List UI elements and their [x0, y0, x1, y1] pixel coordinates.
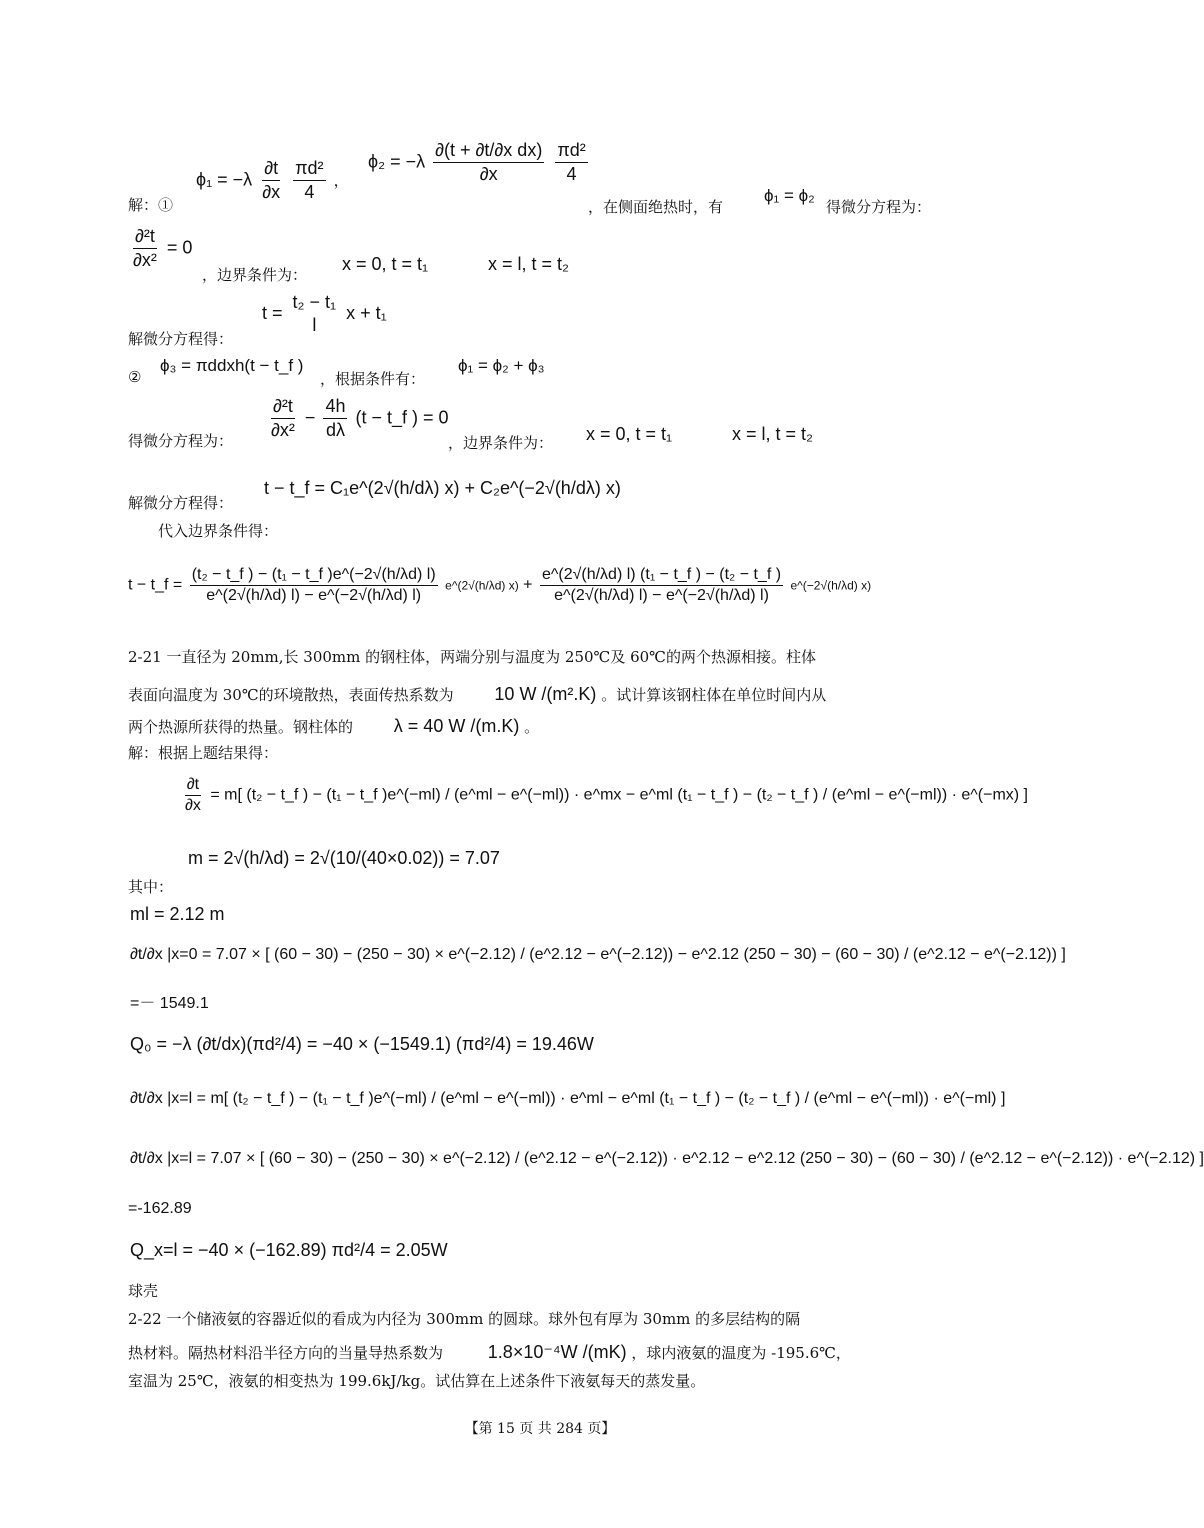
- phi2-frac2-num: πd²: [555, 140, 587, 163]
- ode-minus: −: [304, 407, 316, 428]
- phi2-lhs: ϕ₂ = −λ: [368, 151, 426, 172]
- phi1-frac1-num: ∂t: [262, 158, 280, 181]
- dtdx-rhs: = m[ (t₂ − t_f ) − (t₁ − t_f )e^(−ml) / (e^ml − e^(−ml)) · e^mx − e^ml (t₁ − t_f ) − (t₂ − t_f ) / (e^ml − e^(−ml)) · e^(−mx) ]: [210, 786, 1028, 804]
- phi-equality: ϕ₁ = ϕ₂: [764, 186, 815, 205]
- full-solution: [128, 566, 871, 605]
- boundary-1: x = 0, t = t₁: [342, 254, 429, 274]
- t-frac-den: l: [312, 315, 317, 335]
- problem-2-22-line2: [128, 1342, 851, 1364]
- ode-frac2-num: 4h: [323, 396, 347, 419]
- p221-line2-a: 表面向温度为 30℃的环境散热，表面传热系数为: [128, 686, 454, 704]
- full-frac2-den: e^(2√(h/λd) l) − e^(−2√(h/λd) l): [554, 587, 769, 604]
- comma: ，: [333, 172, 349, 190]
- ode-frac1-num: ∂²t: [271, 396, 295, 419]
- full-exp1: e^(2√(h/λd) x): [445, 578, 519, 593]
- ode-equation: [266, 396, 449, 441]
- full-plus: +: [523, 576, 533, 594]
- dtdx-lhs-num: ∂t: [185, 776, 201, 796]
- phi1-frac1-den: ∂x: [262, 182, 281, 202]
- problem-2-21-line3: [128, 716, 539, 738]
- full-frac1-den: e^(2√(h/λd) l) − e^(−2√(h/λd) l): [206, 587, 422, 604]
- boundary-label: ，边界条件为：: [202, 266, 308, 284]
- boundary-4: x = l, t = t₂: [732, 424, 814, 444]
- p221-solution-intro: 解：根据上题结果得：: [128, 744, 279, 762]
- full-frac1-num: (t₂ − t_f ) − (t₁ − t_f )e^(−2√(h/λd) l): [190, 566, 438, 586]
- where-label: 其中：: [128, 878, 174, 896]
- eq-zero: = 0: [166, 237, 193, 258]
- phi1-equation: [196, 158, 349, 203]
- phi2-frac-den: ∂x: [479, 164, 498, 184]
- dtdx-general: [180, 776, 1028, 815]
- full-exp2: e^(−2√(h/λd) x): [790, 578, 872, 593]
- ode-tail: (t − t_f ) = 0: [355, 407, 449, 428]
- ml-value: ml = 2.12 m: [130, 904, 225, 924]
- p221-line3-b: 。: [524, 718, 540, 736]
- problem-2-22-line1: 2-22 一个储液氨的容器近似的看成为内径为 300mm 的圆球。球外包有厚为 30mm 的多层结构的隔: [128, 1310, 801, 1328]
- dtdx-at-l-numeric: ∂t/∂x |x=l = 7.07 × [ (60 − 30) − (250 − 30) × e^(−2.12) / (e^2.12 − e^(−2.12)) · e^2.12 − e^2.12 (250 − 30) − (60 − 30) / (e^2.12 − e^(−2.12)) · e^(−2.12) ]: [130, 1150, 1204, 1167]
- solution-label-1: 解：①: [128, 196, 174, 214]
- boundary-3: x = 0, t = t₁: [586, 424, 673, 444]
- p222-line2-a: 热材料。隔热材料沿半径方向的当量导热系数为: [128, 1344, 444, 1362]
- phi1-lhs: ϕ₁ = −λ: [196, 169, 253, 190]
- full-frac2-num: e^(2√(h/λd) l) (t₁ − t_f ) − (t₂ − t_f ): [540, 566, 783, 586]
- phi1-frac2-den: 4: [304, 182, 315, 202]
- boundary-2: x = l, t = t₂: [488, 254, 570, 274]
- dtdx-lhs-den: ∂x: [185, 797, 201, 814]
- boundary-label-2: ，边界条件为：: [448, 434, 554, 452]
- solve-label-1: 解微分方程得：: [128, 330, 234, 348]
- phi2-frac-num: ∂(t + ∂t/∂x dx): [433, 140, 544, 163]
- by-condition-text: ，根据条件有：: [320, 370, 426, 388]
- substitute-label: 代入边界条件得：: [158, 522, 279, 540]
- full-lhs: t − t_f =: [128, 576, 183, 594]
- diff-eq-label-2: 得微分方程为：: [128, 432, 234, 450]
- ql-result: Q_x=l = −40 × (−162.89) πd²/4 = 2.05W: [130, 1240, 448, 1260]
- problem-2-21-line1: 2-21 一直径为 20mm,长 300mm 的钢柱体，两端分别与温度为 250℃及 60℃的两个热源相接。柱体: [128, 648, 816, 666]
- p221-lambda: λ = 40 W /(m.K): [393, 716, 520, 736]
- side-insulated-text: ，在侧面绝热时，有: [588, 198, 724, 216]
- t-frac-num: t₂ − t₁: [292, 292, 337, 312]
- d2t-den: ∂x²: [133, 250, 157, 270]
- phi3-equation: ϕ₃ = πddxh(t − t_f ): [160, 356, 304, 375]
- solve-label-2: 解微分方程得：: [128, 494, 234, 512]
- phi123-equation: ϕ₁ = ϕ₂ + ϕ₃: [458, 356, 545, 375]
- t-tail: x + t₁: [346, 302, 387, 323]
- general-solution: t − t_f = C₁e^(2√(h/dλ) x) + C₂e^(−2√(h/dλ) x): [264, 478, 621, 498]
- dtdx-at-l-value: =-162.89: [128, 1200, 192, 1217]
- diff-eq-label: 得微分方程为：: [826, 198, 932, 216]
- dtdx-at-0-value: =－ 1549.1: [130, 995, 209, 1012]
- d2t-num: ∂²t: [133, 226, 157, 249]
- ode-frac2-den: dλ: [325, 420, 345, 440]
- p221-line3-a: 两个热源所获得的热量。钢柱体的: [128, 718, 354, 736]
- problem-2-22-line3: 室温为 25℃，液氨的相变热为 199.6kJ/kg。试估算在上述条件下液氨每天的蒸发量。: [128, 1372, 706, 1390]
- q0-result: Q₀ = −λ (∂t/dx)(πd²/4) = −40 × (−1549.1) (πd²/4) = 19.46W: [130, 1034, 594, 1054]
- phi2-equation: [368, 140, 591, 185]
- problem-2-21-line2: [128, 684, 826, 706]
- page-footer: 【第 15 页 共 284 页】: [464, 1421, 616, 1437]
- ode-frac1-den: ∂x²: [271, 420, 295, 440]
- m-formula: m = 2√(h/λd) = 2√(10/(40×0.02)) = 7.07: [188, 848, 500, 868]
- p222-line2-b: ，球内液氨的温度为 -195.6℃，: [631, 1344, 851, 1362]
- p221-heat-coeff: 10 W /(m².K): [494, 684, 597, 704]
- p222-conductivity: 1.8×10⁻⁴W /(mK): [487, 1342, 627, 1362]
- solution-label-2: ②: [128, 368, 142, 386]
- t-solution: [262, 292, 387, 336]
- p221-line2-b: 。试计算该钢柱体在单位时间内从: [601, 686, 827, 704]
- second-derivative-eq: [128, 226, 192, 271]
- shell-label: 球壳: [128, 1282, 159, 1300]
- dtdx-at-0: ∂t/∂x |x=0 = 7.07 × [ (60 − 30) − (250 − 30) × e^(−2.12) / (e^2.12 − e^(−2.12)) − e^2.12 (250 − 30) − (60 − 30) / (e^2.12 − e^(−2.12)) ]: [130, 946, 1066, 963]
- phi2-frac2-den: 4: [566, 164, 577, 184]
- t-eq-lhs: t =: [262, 302, 283, 323]
- phi1-frac2-num: πd²: [293, 158, 325, 181]
- dtdx-at-l: ∂t/∂x |x=l = m[ (t₂ − t_f ) − (t₁ − t_f )e^(−ml) / (e^ml − e^(−ml)) · e^ml − e^ml (t₁ − t_f ) − (t₂ − t_f ) / (e^ml − e^(−ml)) · e^(−ml) ]: [130, 1090, 1006, 1107]
